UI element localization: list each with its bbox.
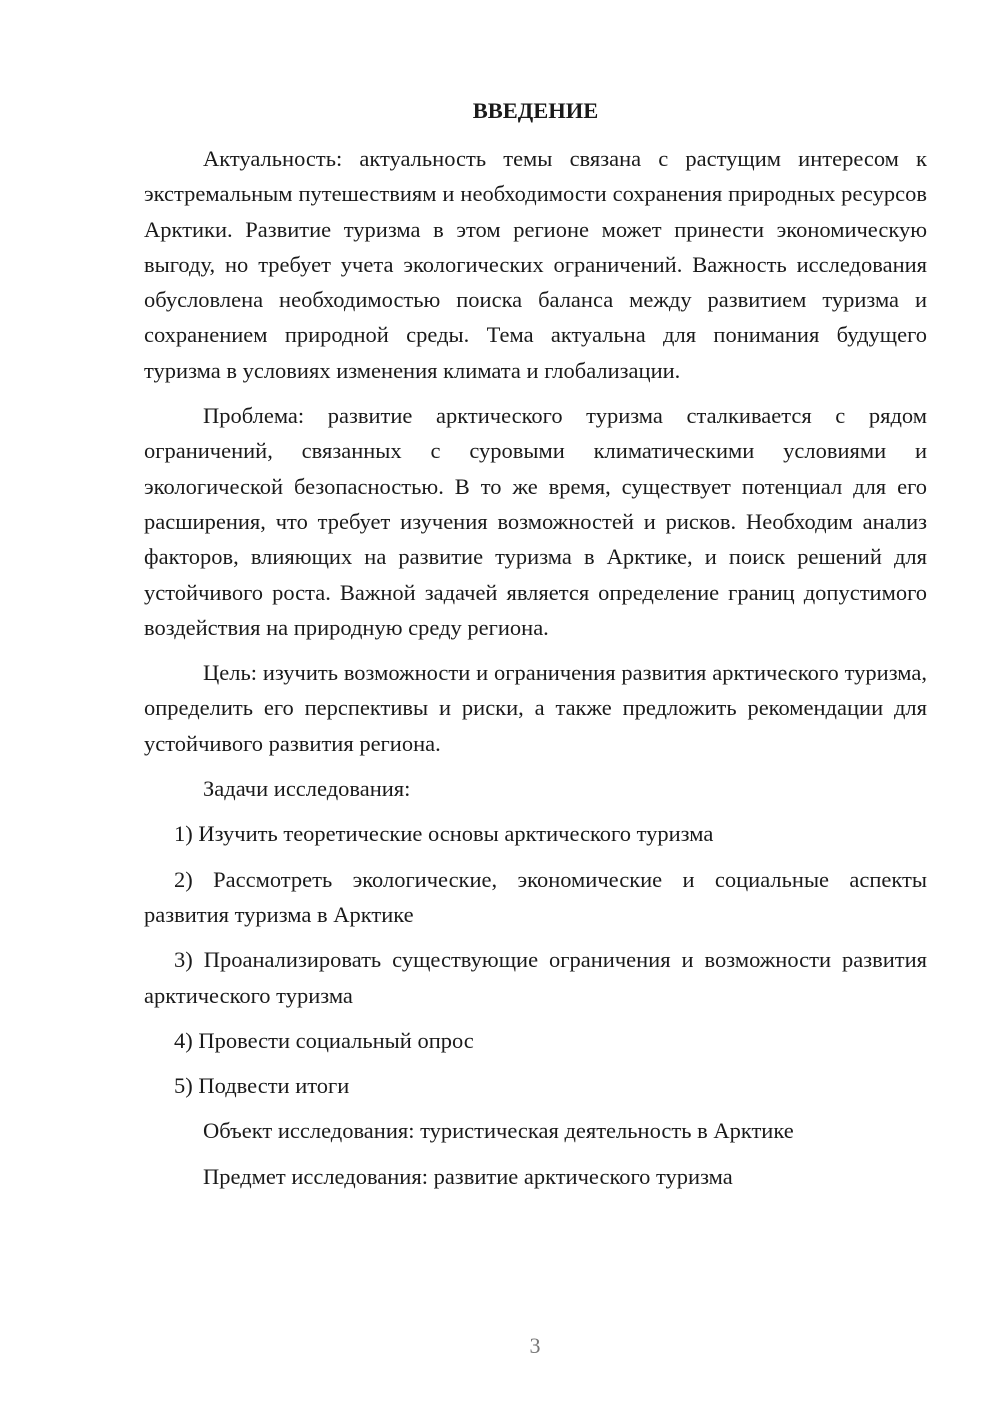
task-item: 5) Подвести итоги — [174, 1073, 350, 1099]
page-content — [144, 96, 927, 1204]
relevance-paragraph: Актуальность: актуальность темы связана с растущим интересом к экстремальным путешествиям и необходимости сохранения природных ресурсов Арктики. Развитие туризма в этом регионе может принести экономическую выгоду, но требует учета экологических ограничений. Важность исследования обусловлена необходимостью поиска баланса между развитием туризма и сохранением природной среды. Тема актуальна для понимания будущего туризма в условиях изменения климата и глобализации. — [144, 146, 927, 383]
task-item: 1) Изучить теоретические основы арктического туризма — [174, 821, 714, 847]
goal-paragraph: Цель: изучить возможности и ограничения развития арктического туризма, определить его перспективы и риски, а также предложить рекомендации для устойчивого развития региона. — [144, 660, 927, 756]
problem-paragraph: Проблема: развитие арктического туризма сталкивается с рядом ограничений, связанных с суровыми климатическими условиями и экологической безопасностью. В то же время, существует потенциал для его расширения, что требует изучения возможностей и рисков. Необходим анализ факторов, влияющих на развитие туризма в Арктике, и поиск решений для устойчивого роста. Важной задачей является определение границ допустимого воздействия на природную среду региона. — [144, 403, 927, 640]
page-number: 3 — [529, 1333, 541, 1358]
research-subject: Предмет исследования: развитие арктического туризма — [203, 1163, 733, 1189]
task-item: 3) Проанализировать существующие ограничения и возможности развития арктического туризма — [144, 947, 927, 1008]
task-item: 2) Рассмотреть экологические, экономические и социальные аспекты развития туризма в Арктике — [144, 866, 927, 927]
page-title: ВВЕДЕНИЕ — [472, 98, 599, 123]
tasks-heading: Задачи исследования: — [203, 776, 411, 802]
research-object: Объект исследования: туристическая деятельность в Арктике — [203, 1118, 794, 1144]
task-item: 4) Провести социальный опрос — [174, 1027, 474, 1053]
